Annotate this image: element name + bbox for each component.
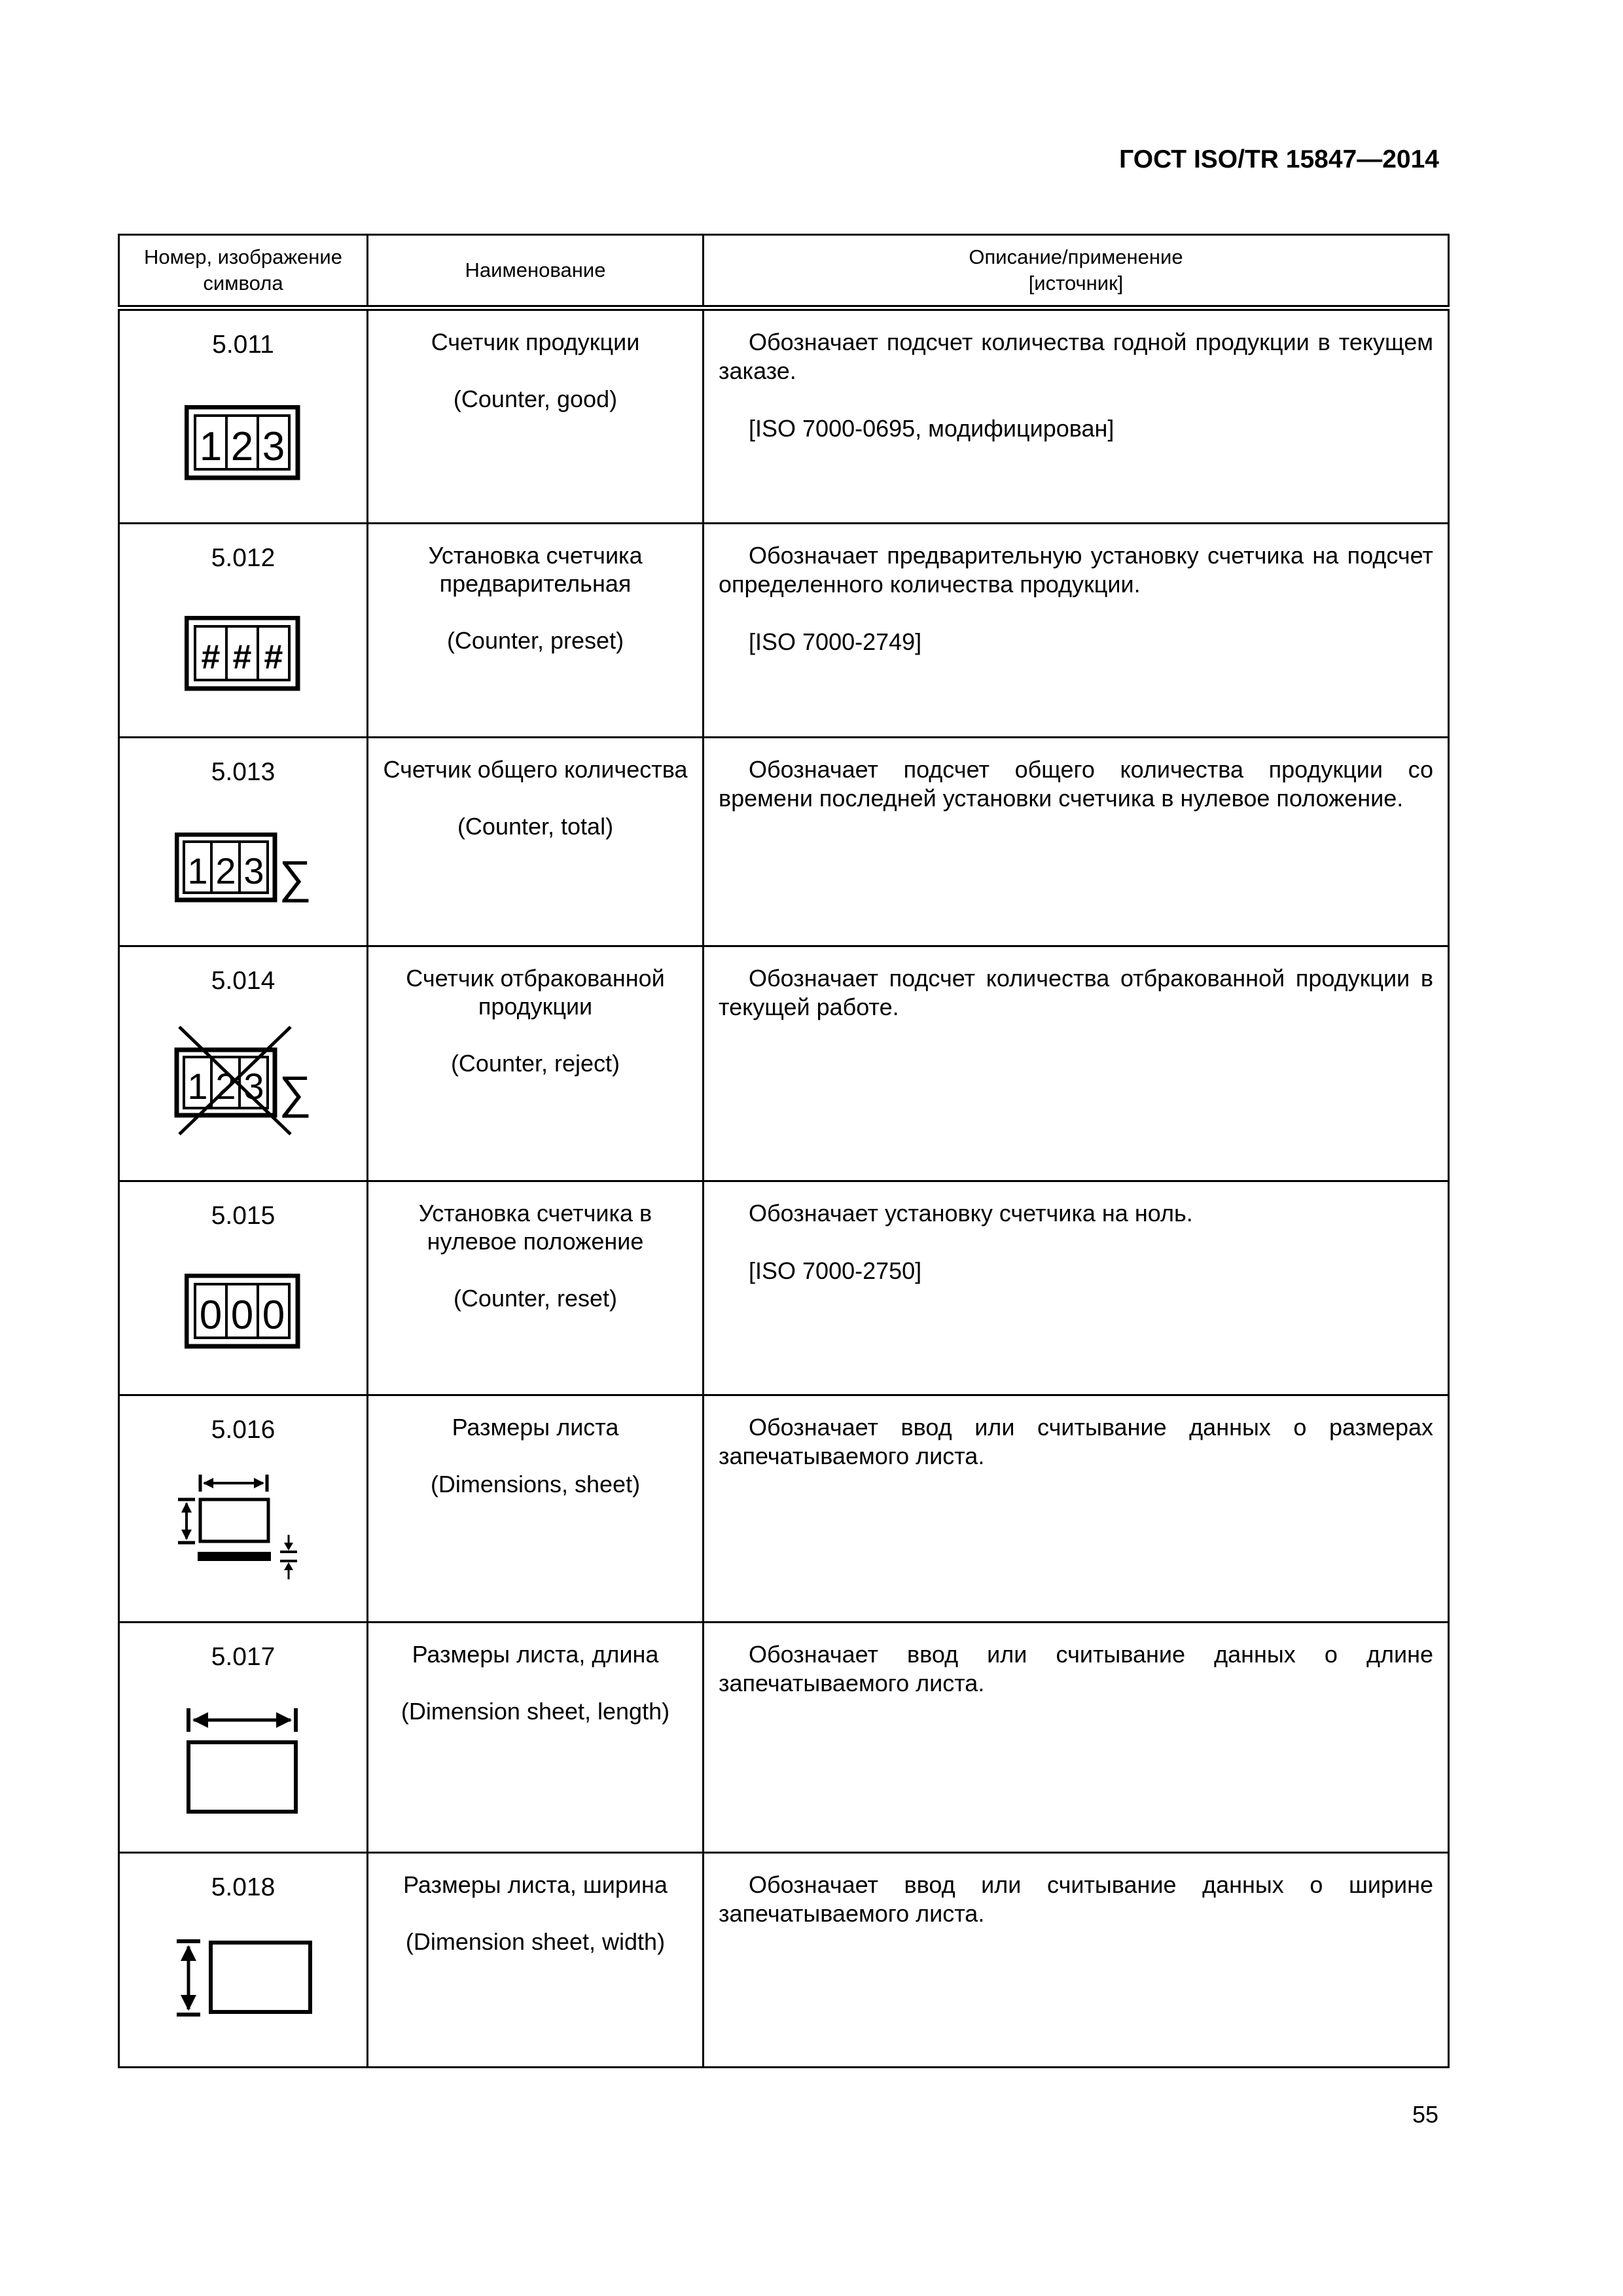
name-cell <box>368 946 704 1181</box>
table-row <box>119 308 1449 524</box>
symbol-cell <box>119 1395 368 1623</box>
counter-total-icon <box>175 833 312 905</box>
name-cell <box>368 1623 704 1853</box>
zero-1: 0 <box>199 1293 222 1338</box>
symbol-number: 5.017 <box>211 1643 276 1671</box>
digit-2: 2 <box>230 424 253 469</box>
symbol-number: 5.016 <box>211 1416 276 1444</box>
col-header-number-line1: Номер, изображение <box>144 245 342 268</box>
name-ru: Счетчик продукции <box>431 329 640 355</box>
name-cell <box>368 524 704 738</box>
table-row <box>119 1395 1449 1623</box>
counter-reject-icon <box>171 1022 315 1139</box>
col-header-number-line2: символа <box>203 272 283 295</box>
col-header-number <box>119 235 368 308</box>
sigma-glyph: ∑ <box>278 1067 312 1118</box>
symbol-cell <box>119 308 368 524</box>
name-ru: Установка счетчика предварительная <box>428 542 643 598</box>
table-row <box>119 946 1449 1181</box>
description-text: Обозначает подсчет общего количества продукции со времени последней установки счетчика в нулевое положение. <box>719 756 1433 812</box>
description-cell <box>704 738 1449 946</box>
digit-1: 1 <box>199 424 222 469</box>
symbol-cell <box>119 1623 368 1853</box>
name-en: (Dimension sheet, length) <box>401 1698 670 1725</box>
symbol-number: 5.018 <box>211 1873 276 1901</box>
sheet-dimensions-icon <box>171 1469 315 1587</box>
col-header-description <box>704 235 1449 308</box>
name-en: (Counter, total) <box>457 813 614 840</box>
description-cell <box>704 308 1449 524</box>
name-en: (Counter, reject) <box>450 1050 620 1077</box>
name-ru: Установка счетчика в нулевое положение <box>418 1200 652 1255</box>
description-cell <box>704 1181 1449 1395</box>
hash-1: # <box>201 638 220 676</box>
description-text: Обозначает подсчет количества годной продукции в текущем заказе. <box>719 329 1433 384</box>
counter-good-icon <box>185 405 302 484</box>
digit-2: 2 <box>215 850 236 891</box>
name-ru: Размеры листа, ширина <box>403 1871 668 1898</box>
description-text: Обозначает предварительную установку счетчика на подсчет определенного количества продукции. <box>719 542 1433 598</box>
symbol-number: 5.015 <box>211 1202 276 1230</box>
description-text: Обозначает подсчет количества отбракованной продукции в текущей работе. <box>719 965 1433 1020</box>
digit-3: 3 <box>262 424 285 469</box>
table-row <box>119 1853 1449 2068</box>
table-header-row <box>119 235 1449 308</box>
sheet-length-icon <box>185 1706 302 1817</box>
symbol-cell <box>119 946 368 1181</box>
name-ru: Размеры листа <box>452 1414 619 1441</box>
description-cell <box>704 1395 1449 1623</box>
symbol-cell <box>119 738 368 946</box>
symbol-cell <box>119 1853 368 2068</box>
name-cell <box>368 1395 704 1623</box>
name-cell <box>368 1853 704 2068</box>
name-cell <box>368 1181 704 1395</box>
description-cell <box>704 524 1449 738</box>
counter-reset-icon <box>185 1274 302 1352</box>
digit-3: 3 <box>243 1066 264 1107</box>
description-cell <box>704 1623 1449 1853</box>
name-ru: Счетчик общего количества <box>383 756 688 783</box>
symbols-table <box>118 234 1450 2068</box>
digit-3: 3 <box>243 850 264 891</box>
zero-2: 0 <box>230 1293 253 1338</box>
name-ru: Размеры листа, длина <box>412 1641 659 1668</box>
description-text: Обозначает ввод или считывание данных о ширине запечатываемого листа. <box>719 1871 1433 1927</box>
hash-3: # <box>264 638 283 676</box>
table-row <box>119 738 1449 946</box>
name-ru: Счетчик отбракованной продукции <box>406 965 665 1020</box>
hash-2: # <box>232 638 251 676</box>
col-header-name: Наименование <box>368 235 704 308</box>
description-text: Обозначает ввод или считывание данных о размерах запечатываемого листа. <box>719 1414 1433 1469</box>
table-row <box>119 524 1449 738</box>
symbol-cell <box>119 524 368 738</box>
name-cell <box>368 308 704 524</box>
name-en: (Dimension sheet, width) <box>405 1928 666 1956</box>
description-text: Обозначает установку счетчика на ноль. <box>749 1200 1193 1227</box>
digit-2: 2 <box>215 1066 236 1107</box>
digit-1: 1 <box>187 1066 208 1107</box>
counter-preset-icon <box>185 616 302 694</box>
description-text: Обозначает ввод или считывание данных о длине запечатываемого листа. <box>719 1641 1433 1696</box>
name-en: (Counter, reset) <box>453 1285 618 1312</box>
source-ref: [ISO 7000-2750] <box>749 1257 922 1284</box>
col-header-description-line2: [источник] <box>1028 272 1124 295</box>
description-cell <box>704 1853 1449 2068</box>
table-row <box>119 1181 1449 1395</box>
name-en: (Dimensions, sheet) <box>430 1471 641 1498</box>
symbol-cell <box>119 1181 368 1395</box>
zero-3: 0 <box>262 1293 285 1338</box>
symbol-number: 5.013 <box>211 758 276 786</box>
symbol-number: 5.011 <box>212 331 274 359</box>
document-header: ГОСТ ISO/TR 15847—2014 <box>1119 145 1439 173</box>
name-cell <box>368 738 704 946</box>
name-en: (Counter, good) <box>453 386 618 413</box>
source-ref: [ISO 7000-2749] <box>749 628 922 655</box>
name-en: (Counter, preset) <box>446 627 624 655</box>
sigma-glyph: ∑ <box>278 852 312 903</box>
page-number: 55 <box>1412 2101 1438 2128</box>
table-row <box>119 1623 1449 1853</box>
symbol-number: 5.012 <box>211 544 276 572</box>
digit-1: 1 <box>187 850 208 891</box>
col-header-description-line1: Описание/применение <box>969 245 1183 268</box>
description-cell <box>704 946 1449 1181</box>
sheet-width-icon <box>171 1937 315 2022</box>
symbol-number: 5.014 <box>211 967 276 995</box>
source-ref: [ISO 7000-0695, модифицирован] <box>749 414 1115 442</box>
